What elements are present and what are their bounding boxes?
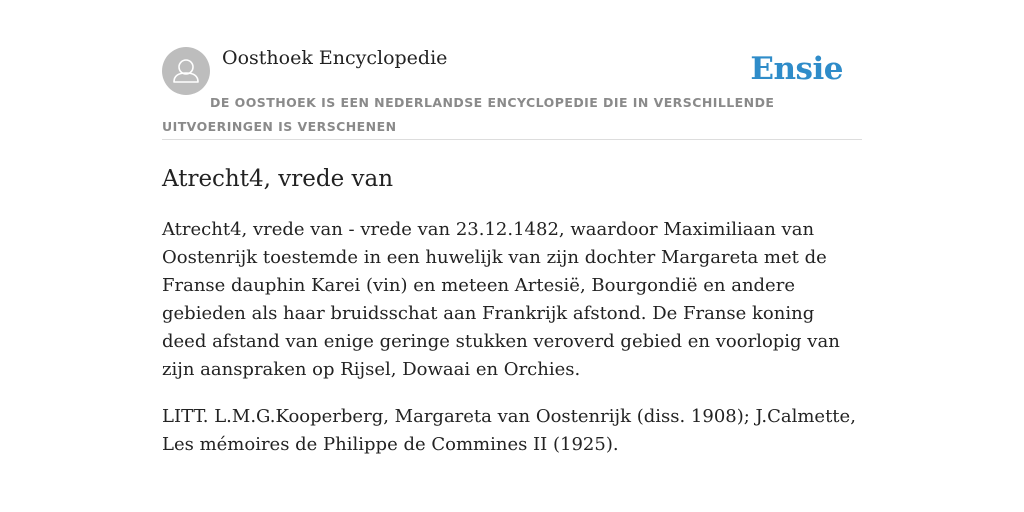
source-name[interactable]: Oosthoek Encyclopedie — [222, 47, 448, 69]
brand-logo[interactable]: Ensie — [750, 51, 843, 87]
article-references: LITT. L.M.G.Kooperberg, Margareta van Oostenrijk (diss. 1908); J.Calmette, Les mémoires de Philippe de Commines II (1925). — [162, 406, 856, 455]
article-title: Atrecht4, vrede van — [162, 166, 394, 192]
article-card — [162, 46, 862, 455]
source-description: DE OOSTHOEK IS EEN NEDERLANDSE ENCYCLOPEDIE DIE IN VERSCHILLENDE UITVOERINGEN IS VERSCHENEN — [162, 95, 775, 134]
user-avatar-icon[interactable] — [162, 47, 210, 95]
article-body — [162, 216, 862, 478]
source-header — [162, 46, 862, 140]
article-paragraph: Atrecht4, vrede van - vrede van 23.12.1482, waardoor Maximiliaan van Oostenrijk toestemde in een huwelijk van zijn dochter Margareta met de Franse dauphin Karei (vin) en meteen Artesië, Bourgondië en andere gebieden als haar bruidsschat aan Frankrijk afstond. De Franse koning deed afstand van enige geringe stukken veroverd gebied en voorlopig van zijn aanspraken op Rijsel, Dowaai en Orchies. — [162, 219, 840, 380]
